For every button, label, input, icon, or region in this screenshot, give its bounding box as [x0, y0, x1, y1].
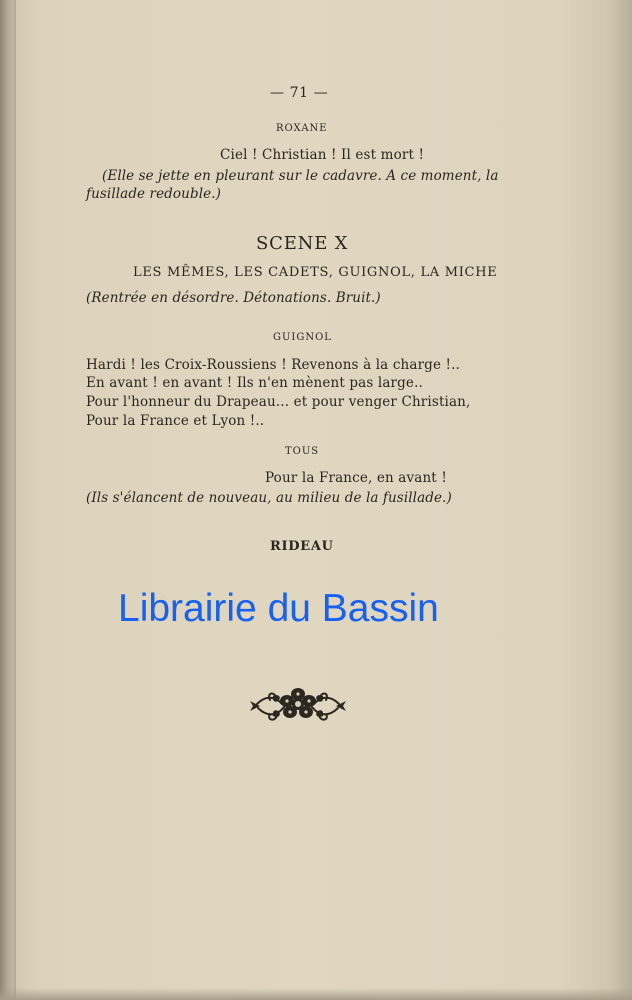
stage-direction-line: fusillade redouble.) [86, 186, 221, 202]
bookseller-watermark: Librairie du Bassin [118, 587, 439, 630]
scene-title: SCENE X [256, 233, 349, 254]
page-number: — 71 — [270, 85, 329, 101]
speaker-guignol: GUIGNOL [273, 332, 332, 343]
verse-line: Pour l'honneur du Drapeau... et pour venger Christian, [86, 394, 471, 410]
tous-line: Pour la France, en avant ! [265, 470, 447, 486]
stage-direction-line: (Elle se jette en pleurant sur le cadavre. A ce moment, la [102, 168, 499, 184]
floral-ornament-icon [248, 684, 348, 724]
verse-line: Hardi ! les Croix-Roussiens ! Revenons à la charge !.. [86, 357, 461, 373]
speaker-roxane: ROXANE [276, 123, 328, 134]
tous-stage-direction: (Ils s'élancent de nouveau, au milieu de la fusillade.) [86, 490, 452, 506]
scene-stage-direction: (Rentrée en désordre. Détonations. Bruit.) [86, 290, 381, 306]
verse-line: Pour la France et Lyon !.. [86, 413, 265, 429]
verse-line: En avant ! en avant ! Ils n'en mènent pas large.. [86, 375, 423, 391]
roxane-line: Ciel ! Christian ! Il est mort ! [220, 147, 425, 163]
speaker-tous: TOUS [285, 446, 320, 457]
scene-cast: LES MÊMES, LES CADETS, GUIGNOL, LA MICHE [133, 265, 498, 280]
curtain-cue: RIDEAU [270, 539, 334, 554]
